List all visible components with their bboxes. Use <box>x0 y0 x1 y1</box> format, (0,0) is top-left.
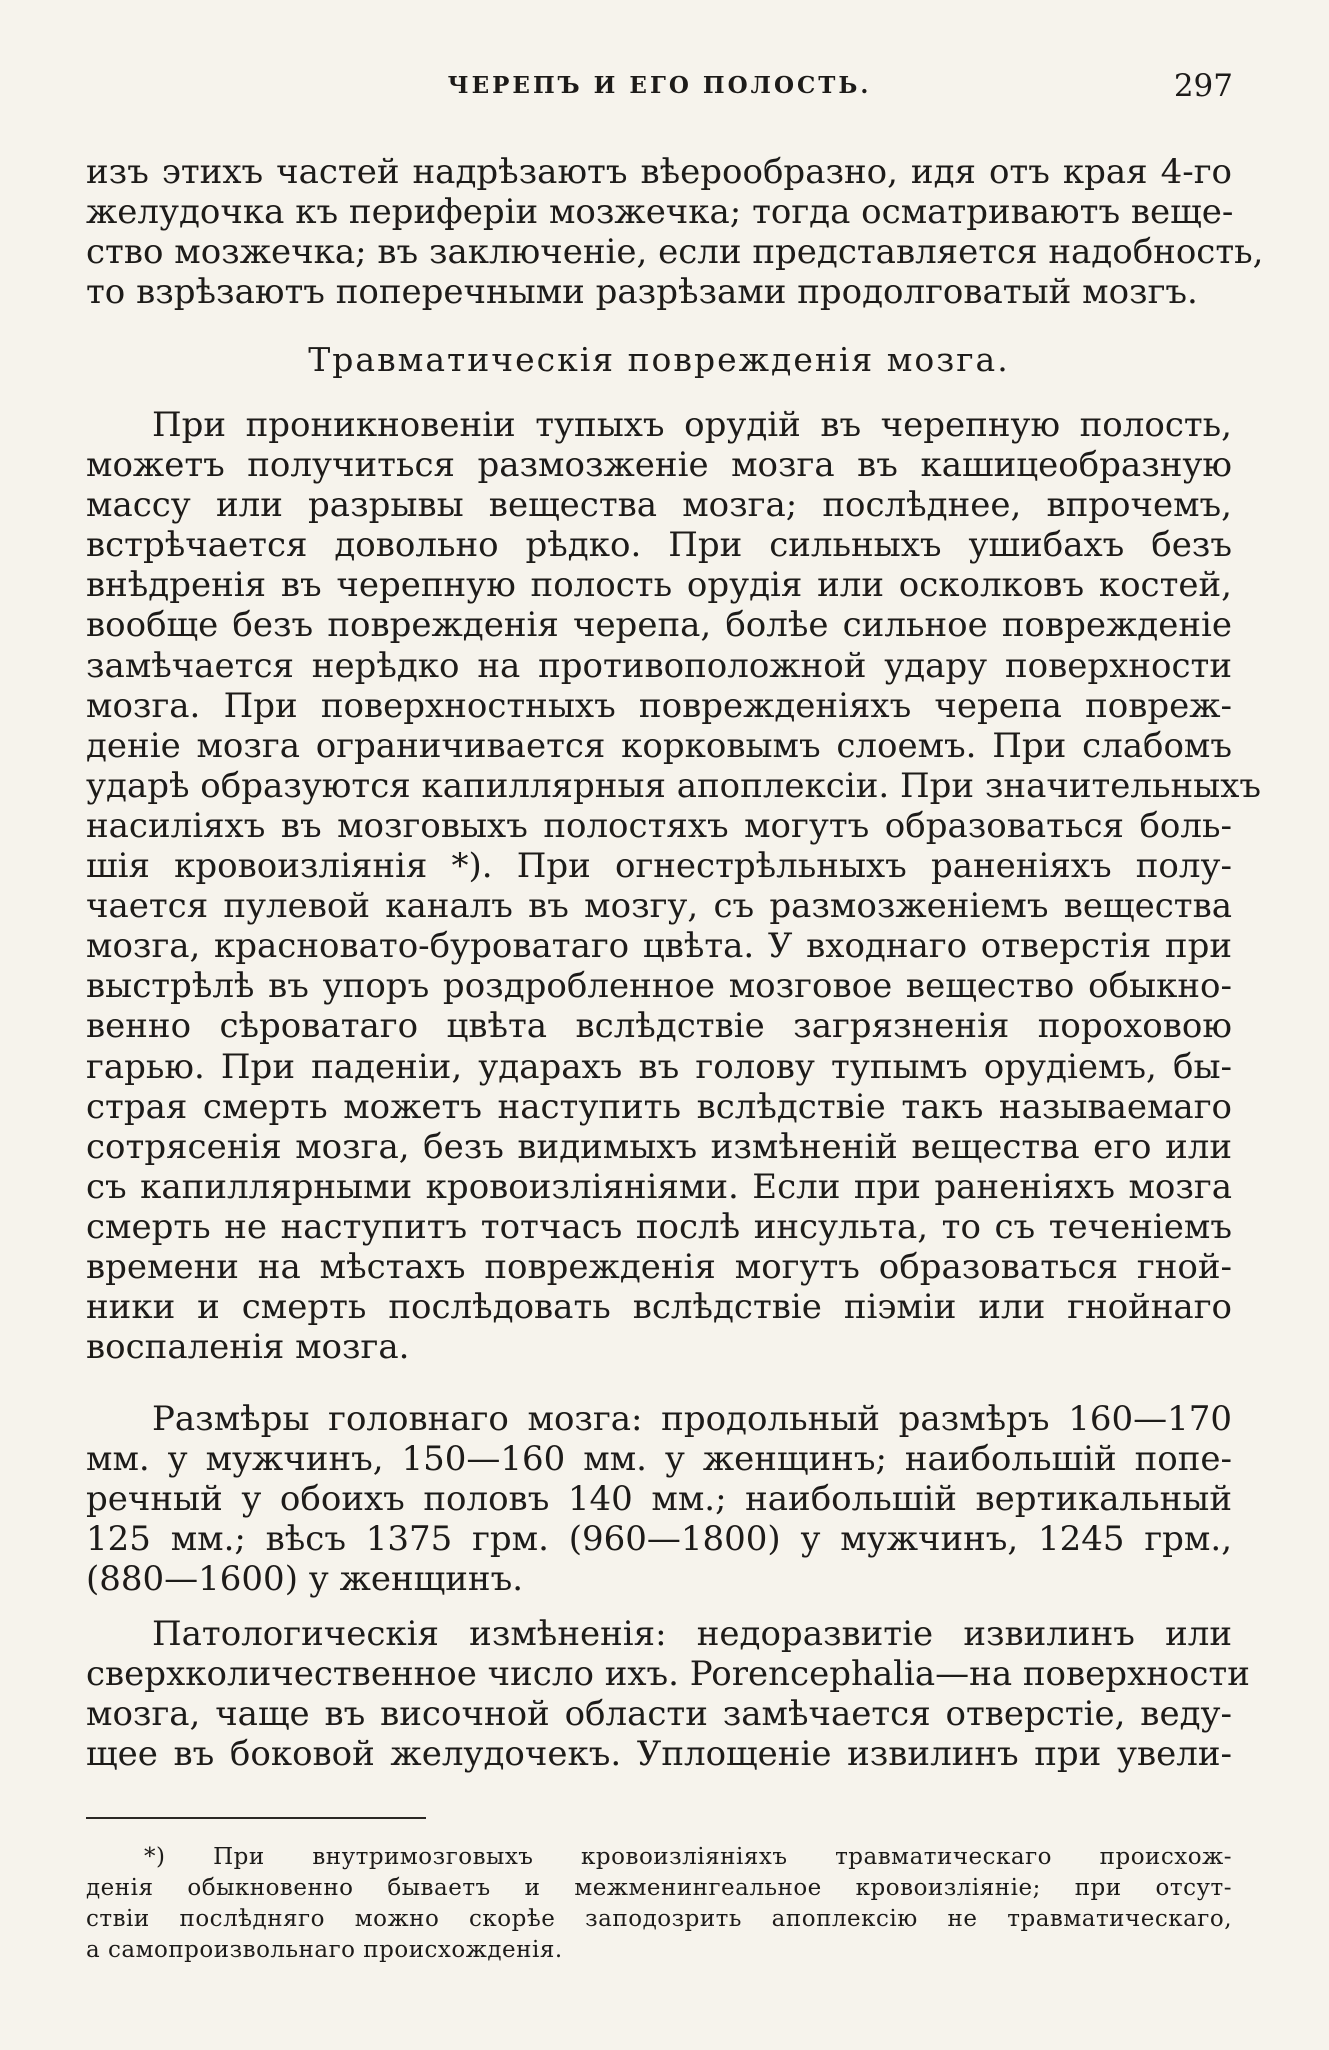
footnote-line: а самопроизвольнаго происхожденія. <box>86 1937 563 1963</box>
page-number: 297 <box>1173 68 1233 104</box>
text-line: чается пулевой каналъ въ мозгу, съ размозженіемъ вещества <box>86 886 1232 927</box>
text-line: вообще безъ поврежденія черепа, болѣе сильное поврежденіе <box>86 605 1232 646</box>
text-line: встрѣчается довольно рѣдко. При сильныхъ ушибахъ безъ <box>86 525 1232 566</box>
text-line: шія кровоизліянія *). При огнестрѣльныхъ раненіяхъ полу- <box>86 846 1232 887</box>
text-line: страя смерть можетъ наступить вслѣдствіе такъ называемаго <box>86 1086 1232 1127</box>
section-title: Травматическія поврежденія мозга. <box>308 340 1010 379</box>
footnote <box>86 1842 1232 1966</box>
text-line: ники и смерть послѣдовать вслѣдствіе піэміи или гнойнаго <box>86 1287 1232 1328</box>
text-line: щее въ боковой желудочекъ. Уплощеніе извилинъ при увели- <box>86 1734 1232 1774</box>
text-line: ударѣ образуются капиллярныя апоплексіи. При значительныхъ <box>86 765 1262 806</box>
footnote-divider <box>86 1817 426 1819</box>
text-line: замѣчается нерѣдко на противоположной удару поверхности <box>86 645 1232 686</box>
text-line: можетъ получиться размозженіе мозга въ кашицеобразную <box>86 445 1232 486</box>
text-line: сверхколичественное число ихъ. Porencephalia—на поверхности <box>86 1654 1250 1694</box>
page-header <box>86 68 1233 112</box>
trauma-paragraph <box>86 405 1262 1368</box>
brain-size-paragraph <box>86 1399 1232 1599</box>
text-line: сотрясенія мозга, безъ видимыхъ измѣненій вещества его или <box>86 1126 1232 1167</box>
intro-paragraph <box>86 152 1264 312</box>
text-line: гарью. При паденіи, ударахъ въ голову тупымъ орудіемъ, бы- <box>86 1046 1232 1087</box>
text-line: массу или разрывы вещества мозга; послѣднее, впрочемъ, <box>86 485 1232 526</box>
text-line: выстрѣлѣ въ упоръ роздробленное мозговое вещество обыкно- <box>86 966 1232 1007</box>
text-line: мозга, чаще въ височной области замѣчается отверстіе, веду- <box>86 1694 1232 1734</box>
text-line: воспаленія мозга. <box>86 1327 410 1368</box>
text-line: мм. у мужчинъ, 150—160 мм. у женщинъ; наибольшій попе- <box>86 1439 1232 1479</box>
text-line: то взрѣзаютъ поперечными разрѣзами продолговатый мозгъ. <box>86 272 1198 312</box>
text-line: деніе мозга ограничивается корковымъ слоемъ. При слабомъ <box>86 725 1232 766</box>
text-line: Размѣры головнаго мозга: продольный размѣръ 160—170 <box>152 1399 1232 1439</box>
text-line: изъ этихъ частей надрѣзаютъ вѣерообразно, идя отъ края 4-го <box>86 152 1232 192</box>
text-line: При проникновеніи тупыхъ орудій въ черепную полость, <box>152 405 1232 445</box>
text-line: мозга. При поверхностныхъ поврежденіяхъ черепа повреж- <box>86 685 1232 726</box>
footnote-line: ствіи послѣдняго можно скорѣе заподозрить апоплексію не травматическаго, <box>86 1906 1232 1932</box>
text-line: насиліяхъ въ мозговыхъ полостяхъ могутъ образоваться боль- <box>86 805 1232 846</box>
text-line: времени на мѣстахъ поврежденія могутъ образоваться гной- <box>86 1246 1232 1287</box>
footnote-line: денія обыкновенно бываетъ и межменингеальное кровоизліяніе; при отсут- <box>86 1875 1232 1901</box>
text-line: Патологическія измѣненія: недоразвитіе извилинъ или <box>152 1614 1232 1654</box>
text-line: ство мозжечка; въ заключеніе, если представляется надобность, <box>86 232 1264 272</box>
text-line: смерть не наступитъ тотчасъ послѣ инсульта, то съ теченіемъ <box>86 1206 1232 1247</box>
running-head: ЧЕРЕПЪ И ЕГО ПОЛОСТЬ. <box>447 72 872 99</box>
footnote-line: *) При внутримозговыхъ кровоизліяніяхъ травматическаго происхож- <box>144 1844 1232 1870</box>
text-line: 125 мм.; вѣсъ 1375 грм. (960—1800) у мужчинъ, 1245 грм., <box>86 1519 1232 1559</box>
text-line: мозга, красновато-буроватаго цвѣта. У входнаго отверстія при <box>86 926 1232 967</box>
text-line: (880—1600) у женщинъ. <box>86 1559 524 1599</box>
text-line: венно сѣроватаго цвѣта вслѣдствіе загрязненія пороховою <box>86 1006 1232 1047</box>
text-line: желудочка къ периферіи мозжечка; тогда осматриваютъ веще- <box>86 192 1234 232</box>
text-line: съ капиллярными кровоизліяніями. Если при раненіяхъ мозга <box>86 1166 1232 1207</box>
text-line: речный у обоихъ половъ 140 мм.; наибольшій вертикальный <box>86 1479 1232 1519</box>
pathology-paragraph <box>86 1614 1250 1774</box>
text-line: внѣдренія въ черепную полость орудія или осколковъ костей, <box>86 565 1232 606</box>
